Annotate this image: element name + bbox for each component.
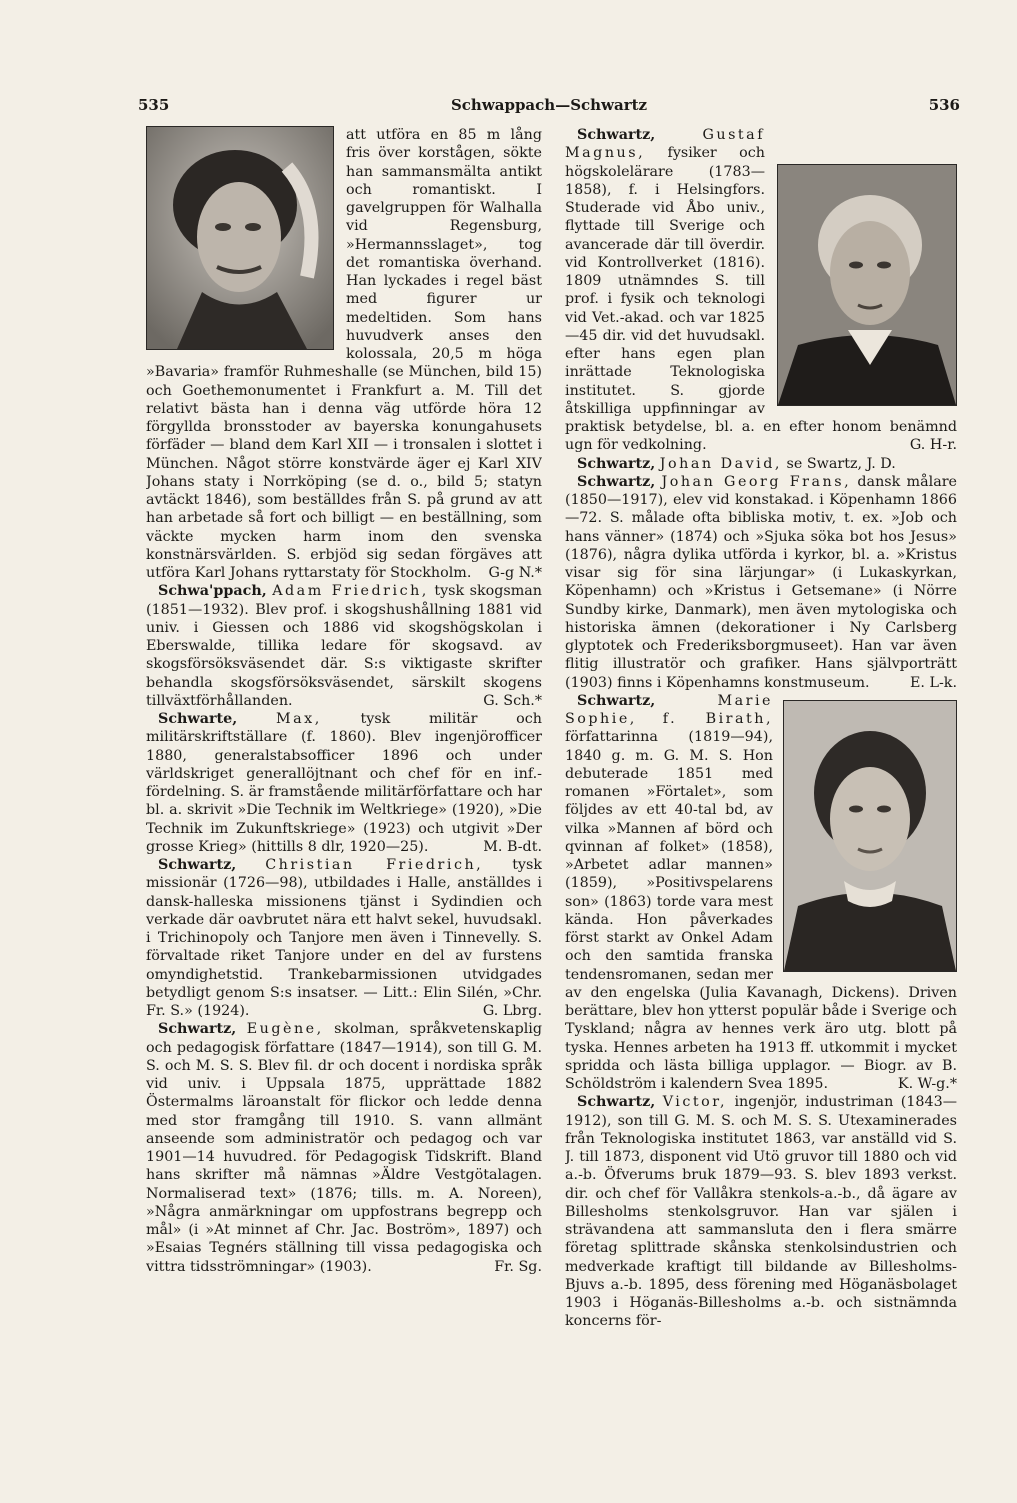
portrait-image-icon — [147, 127, 333, 349]
entry-signature: G. Sch.* — [483, 692, 542, 709]
entry-given-name: Victor, — [662, 1094, 728, 1111]
entry-text: skolman, språkvetenskaplig och pedagogisk författare (1847—1914), son till G. M. S. och M. S. S. Blev fil. dr och docent i nordiska språk vid univ. i Uppsala 1875, upprättade 1882 Östermalms läroanstalt för flickor och ledde denna med stor framgång till 1910. S. vann allmänt anseende som administratör och pedagog och var 1901—14 huvudred. för Pedagogisk Tidskrift. Bland hans skrifter må nämnas »Äldre Vestgötalagen. Normaliserad text» (1876; tills. m. A. Noreen), »Några anmärkningar om uppfostrans begrepp och mål» (i »At minnet af Chr. Jac. Boström», 1897) och »Esaias Tegnérs ställning till vissa pedagogiska och vittra tidsströmningar» (1903). — [146, 1021, 542, 1275]
entry-text: tysk militär och militärskriftställare (f. 1860). Blev ingenjörofficer 1880, generalstabsofficer 1896 och under världskriget generallöjtnant och chef för en inf.-fördelning. S. är framstående militärförfattare och har bl. a. skrivit »Die Technik im Weltkriege» (1920), »Die Technik im Zukunftskriege» (1923) och utgivit »Der grosse Krieg» (hittills 8 dlr, 1920—25). — [146, 711, 542, 855]
entry-text: tysk skogsman (1851—1932). Blev prof. i skogshushållning 1881 vid univ. i Giessen och 1886 vid skogshögskolan i Eberswalde, tillika ledare för skogsavd. av skogsförsöksväsendet där. S:s viktigaste skrifter behandla skogsförsöksväsendet, särskilt skogens tillväxtförhållanden. — [146, 583, 542, 709]
entry-text: dansk målare (1850—1917), elev vid konstakad. i Köpenhamn 1866—72. S. målade ofta bibliska motiv, t. ex. »Job och hans vänner» (1874) och »Sjuka söka bot hos Jesus» (1876), några dylika utförda i kyrkor, bl. a. »Kristus visar sig för sina lärjungar» (i Lukaskyrkan, Köpenhamn) och »Kristus i Getsemane» (i Nörre Sundby kirke, Danmark), men även mytologiska och historiska ämnen (dekorationer i Ny Carlsberg glyptotek och Frederiksborgmuseet). Han var även flitig illustratör och grafiker. Hans självporträtt (1903) finns i Köpenhamns konstmuseum. — [565, 473, 957, 691]
entry-headword: Schwartz, — [577, 692, 656, 709]
entry-headword: Schwartz, — [577, 127, 656, 143]
entry-signature: G. Lbrg. — [482, 1003, 542, 1019]
page-number-left: 535 — [138, 96, 170, 114]
entry-text: ingenjör, industriman (1843—1912), son till G. M. S. och M. S. S. Utexaminerades från Teknologiska institutet 1863, var anställd vid S. J. till 1873, disponent vid Utö gruvor till 1880 och vid a.-b. Öfverums bruk 1879—93. S. blev 1893 verkst. dir. och chef för Vallåkra stenkols-a.-b., då ägare av Billesholms stenkolsgruvor. Han var själen i strävandena att sammansluta den i flera smärre företag splittrade skånska stenkolsindustrien och medverkade kraftigt till bildande av Billesholms-Bjuvs a.-b. 1895, dess förening med Höganäsbolaget 1903 i Höganäs-Billesholms a.-b. och sistnämnda koncerns för- — [565, 1094, 957, 1330]
entry-schwarte — [146, 710, 542, 856]
entry-given-name: Eugène, — [246, 1021, 324, 1038]
entry-headword: Schwa'ppach, — [158, 583, 267, 600]
entry-text: tysk missionär (1726—98), utbildades i Halle, anställdes i dansk-halleska missionens tjänst i Sydindien och verkade där oavbrutet nära ett halvt sekel, huvudsakl. i Trichinopoly och Tanjore men även i Tinnevelly. S. förvaltade riket Tanjore under en del av furstens omyndighetstid. Trankebarmissionen utvidgades betydligt genom S:s insatser. — Litt.: Elin Silén, »Chr. Fr. S.» (1924). — [146, 857, 542, 1019]
entry-given-name: Johan Georg Frans, — [661, 473, 852, 490]
entry-given-name: Christian Friedrich, — [265, 857, 484, 873]
entry-schwartz-christian — [146, 856, 542, 1020]
entry-headword: Schwartz, — [577, 473, 656, 490]
entry-headword: Schwartz, — [577, 455, 656, 472]
entry-given-name: Marie Sophie, — [565, 692, 773, 727]
running-title: Schwappach—Schwartz — [450, 96, 648, 114]
page-number-right: 536 — [928, 96, 960, 114]
entry-signature: Fr. Sg. — [494, 1258, 542, 1275]
entry-text: författarinna (1819—94), 1840 g. m. G. M. S. Hon debuterade 1851 med romanen »Förtalet», som följdes av ett 40-tal bd, av vilka »Mannen af börd och qvinnan af folket» (1858), »Arbetet adlar mannen» (1859), »Positivspelarens son» (1863) torde vara mest kända. Hon påverkades först starkt av Onkel Adam och den samtida franska tendensromanen, sedan mer av den engelska (Julia Kavanagh, Dickens). Driven berättare, blev hon ytterst populär både i Sverige och Tyskland; några av hennes verk äro utg. blott på tyska. Hennes arbeten ha 1913 ff. utkommit i mycket spridda och lästa billiga upplagor. — Biogr. av B. Schöldström i kalendern Svea 1895. — [565, 729, 957, 1092]
left-column — [146, 126, 542, 1416]
right-column — [565, 126, 957, 1416]
entry-headword: Schwartz, — [158, 857, 237, 873]
portrait-image-icon — [784, 701, 956, 971]
entry-given-name: Gustaf Magnus, — [565, 127, 765, 162]
portrait-gustaf-magnus-schwartz — [777, 164, 957, 406]
entry-headword: Schwartz, — [577, 1094, 656, 1111]
entry-schwartz-johan-georg — [565, 473, 957, 692]
entry-given-name: Adam Friedrich, — [272, 583, 429, 600]
entry-schwartz-johan-david — [565, 455, 957, 473]
entry-schwartz-victor — [565, 1093, 957, 1330]
entry-schwartz-eugene — [146, 1020, 542, 1276]
entry-given-name: Johan David, — [659, 455, 782, 472]
entry-signature: G. H-r. — [909, 437, 957, 454]
entry-schwappach — [146, 582, 542, 710]
entry-signature: G-g N.* — [488, 565, 542, 581]
entry-maiden-name: f. Birath, — [662, 711, 774, 727]
entry-text: att utföra en 85 m lång fris över korstågen, sökte han sammansmälta antikt och romantiskt. I gavelgruppen för Walhalla vid Regensburg, »Hermannsslaget», tog det romantiska överhand. Han lyckades i regel bäst med figurer ur medeltiden. Som hans huvudverk anses den kolossala, 20,5 m höga »Bavaria» framför Ruhmeshalle (se München, bild 15) och Goethemonumentet i Frankfurt a. M. Till det relativt bästa han i denna väg utförde höra 12 förgyllda bronsstoder av bayerska konungahusets förfäder — bland dem Karl XII — i tronsalen i slottet i München. Något större konstvärde äger ej Karl XIV Johans staty i Norrköping (se d. o., bild 5; statyn avtäckt 1846), som beställdes från S. på grund av att han arbetade så fort och billigt — en beställning, som väckte mycken harm inom den svenska konstnärsvärlden. S. erbjöd sig sedan förgäves att utföra Karl Johans ryttarstaty för Stockholm. — [146, 127, 542, 581]
entry-signature: K. W-g.* — [897, 1076, 957, 1092]
entry-signature: E. L-k. — [909, 674, 957, 691]
entry-text: fysiker och högskolelärare (1783—1858), f. i Helsingfors. Studerade vid Åbo univ., flyttade till Sverige och avancerade där till överdir. vid Kontrollverket (1816). 1809 utnämndes S. till prof. i fysik och teknologi vid Vet.-akad. och var 1825—45 dir. vid det huvudsakl. efter hans egen plan inrättade Teknologiska institutet. S. gjorde åtskilliga uppfinningar av praktisk betydelse, bl. a. en efter honom benämnd ugn för vedkolning. — [565, 145, 957, 454]
portrait-marie-sophie-schwartz — [783, 700, 957, 972]
entry-headword: Schwarte, — [158, 711, 238, 727]
portrait-schwanthaler — [146, 126, 334, 350]
entry-headword: Schwartz, — [158, 1021, 237, 1038]
page-header — [138, 96, 960, 118]
portrait-image-icon — [778, 165, 956, 405]
entry-given-name: Max, — [275, 711, 322, 727]
entry-signature: M. B-dt. — [483, 838, 542, 855]
entry-text: se Swartz, J. D. — [786, 455, 896, 472]
